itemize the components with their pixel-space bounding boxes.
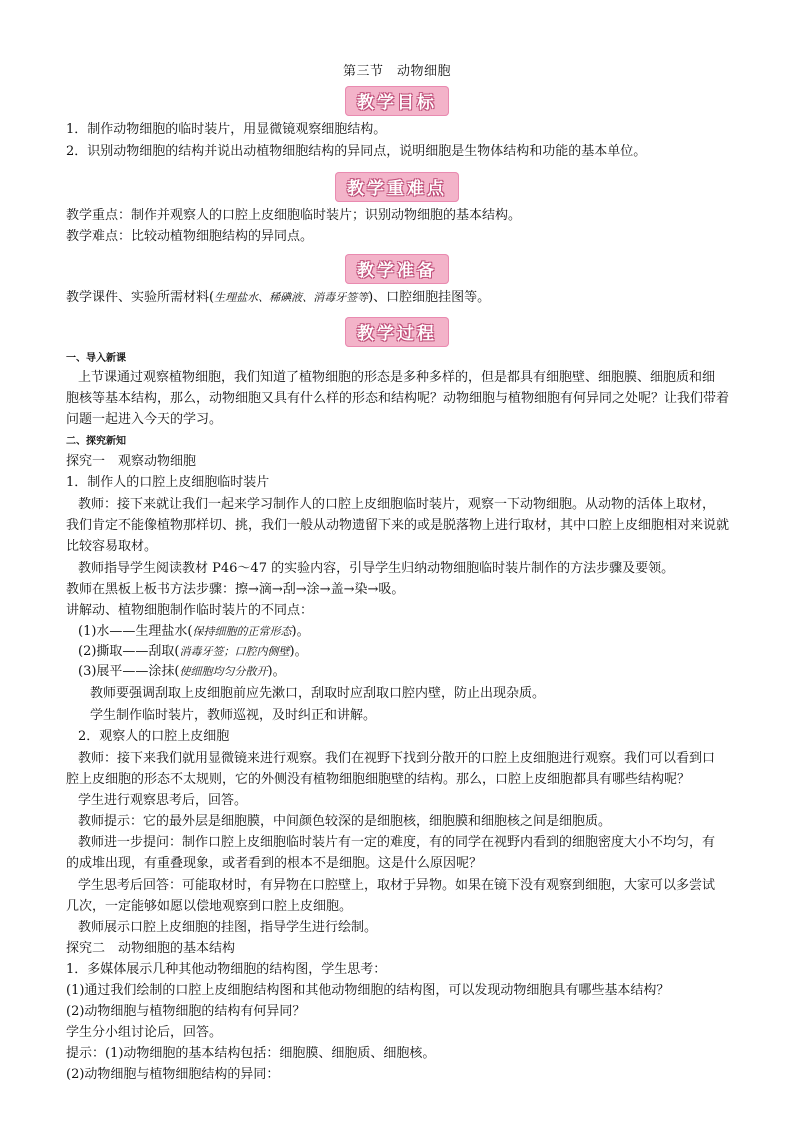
hint-2: (2)动物细胞与植物细胞结构的异同：: [66, 1067, 280, 1082]
teacher-question-1: 教师进一步提问：制作口腔上皮细胞临时装片有一定的难度，有的同学在视野内看到的细胞密度大小不均匀，有: [78, 835, 716, 850]
page-title: 第三节 动物细胞: [342, 64, 451, 79]
intro-line-3: 问题一起进入今天的学习。: [66, 412, 223, 427]
objective-1: 1．制作动物细胞的临时装片，用显微镜观察细胞结构。: [66, 122, 387, 137]
guide-line: 教师指导学生阅读教材 P46～47 的实验内容，引导学生归纳动物细胞临时装片制作的方法步骤及要领。: [78, 561, 675, 576]
section-heading-intro: 一、导入新课: [66, 353, 126, 364]
intro-line-1: 上节课通过观察植物细胞，我们知道了植物细胞的形态是多种多样的，但是都具有细胞壁、细胞膜、细胞质和细: [78, 370, 716, 385]
preparation-text: 教学课件、实验所需材料(生理盐水、稀碘液、消毒牙签等)、口腔细胞挂图等。: [66, 290, 491, 305]
teacher-line-3: 比较容易取材。: [66, 539, 158, 554]
section-heading-explore: 二、探究新知: [66, 436, 126, 447]
banner-process: 教学过程: [0, 317, 794, 347]
board-steps: 教师在黑板上板书方法步骤：擦→滴→刮→涂→盖→染→吸。: [66, 582, 405, 597]
teacher-line-1: 教师：接下来就让我们一起来学习制作人的口腔上皮细胞临时装片，观察一下动物细胞。从动物的活体上取材，: [78, 497, 716, 512]
group-discussion: 学生分小组讨论后，回答。: [66, 1025, 223, 1040]
student-reply-1: 学生思考后回答：可能取材时，有异物在口腔壁上，取材于异物。如果在镜下没有观察到细胞，大家可以多尝试: [78, 878, 716, 893]
question-2: (2)动物细胞与植物细胞的结构有何异同？: [66, 1004, 306, 1019]
question-1: (1)通过我们绘制的口腔上皮细胞结构图和其他动物细胞的结构图，可以发现动物细胞具有哪些基本结构？: [66, 983, 670, 998]
observe-line-2: 腔上皮细胞的形态不太规则，它的外侧没有植物细胞细胞壁的结构。那么，口腔上皮细胞都具有哪些结构呢？: [66, 772, 691, 787]
intro-line-2: 胞核等基本结构，那么，动物细胞又具有什么样的形态和结构呢？动物细胞与植物细胞有何异同之处呢？让我们带着: [66, 391, 730, 406]
key-point: 教学重点：制作并观察人的口腔上皮细胞临时装片；识别动物细胞的基本结构。: [66, 208, 522, 223]
teacher-line-2: 我们肯定不能像植物那样切、挑，我们一般从动物遗留下来的或是脱落物上进行取材，其中口腔上皮细胞相对来说就: [66, 518, 730, 533]
difficult-point: 教学难点：比较动植物细胞结构的异同点。: [66, 229, 314, 244]
student-answer: 学生进行观察思考后，回答。: [78, 793, 248, 808]
difference-1: (1)水——生理盐水(保持细胞的正常形态)。: [78, 624, 310, 639]
hint-1: 提示：(1)动物细胞的基本结构包括：细胞膜、细胞质、细胞核。: [66, 1046, 436, 1061]
banner-objectives: 教学目标: [0, 86, 794, 116]
objective-2: 2．识别动物细胞的结构并说出动植物细胞结构的异同点，说明细胞是生物体结构和功能的基本单位。: [66, 144, 647, 159]
step-1-heading: 1．制作人的口腔上皮细胞临时装片: [66, 475, 270, 490]
teacher-question-2: 的成堆出现，有重叠现象，或者看到的根本不是细胞。这是什么原因呢？: [66, 856, 483, 871]
explore-2-heading: 探究二 动物细胞的基本结构: [66, 941, 236, 956]
differences-intro: 讲解动、植物细胞制作临时装片的不同点：: [66, 603, 314, 618]
step-3-heading: 1．多媒体展示几种其他动物细胞的结构图，学生思考：: [66, 962, 387, 977]
observe-line-1: 教师：接下来我们就用显微镜来进行观察。我们在视野下找到分散开的口腔上皮细胞进行观察。我们可以看到口: [78, 751, 716, 766]
student-practice: 学生制作临时装片，教师巡视，及时纠正和讲解。: [90, 708, 377, 723]
explore-1-heading: 探究一 观察动物细胞: [66, 454, 197, 469]
difference-2: (2)撕取——刮取(消毒牙签；口腔内侧壁)。: [78, 644, 308, 659]
teacher-emphasis: 教师要强调刮取上皮细胞前应先漱口，刮取时应刮取口腔内壁，防止出现杂质。: [90, 686, 546, 701]
student-reply-2: 几次，一定能够如愿以偿地观察到口腔上皮细胞。: [66, 899, 353, 914]
step-2-heading: 2．观察人的口腔上皮细胞: [78, 729, 230, 744]
difference-3: (3)展平——涂抹(使细胞均匀分散开)。: [78, 664, 286, 679]
teacher-show-chart: 教师展示口腔上皮细胞的挂图，指导学生进行绘制。: [78, 920, 378, 935]
banner-key-points: 教学重难点: [0, 172, 794, 202]
teacher-hint: 教师提示：它的最外层是细胞膜，中间颜色较深的是细胞核，细胞膜和细胞核之间是细胞质。: [78, 814, 612, 829]
banner-preparation: 教学准备: [0, 254, 794, 284]
